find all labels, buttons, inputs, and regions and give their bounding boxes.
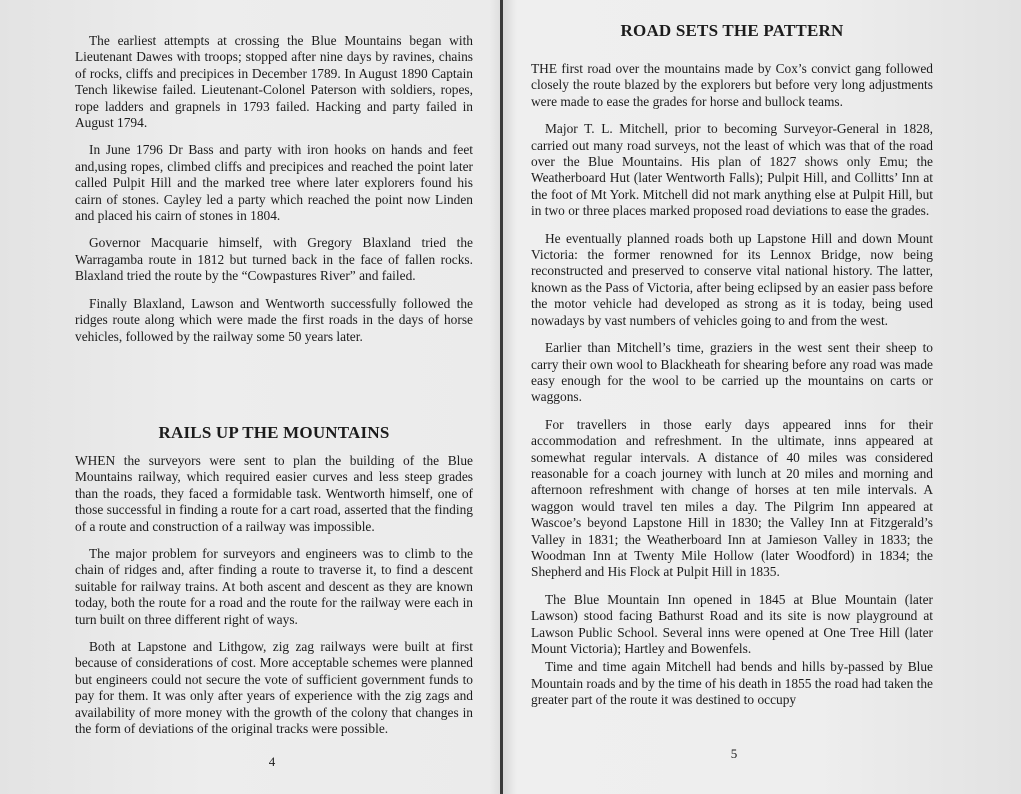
paragraph: The earliest attempts at crossing the Blue Mountains began with Lieutenant Dawes with troops; stopped after nine days by ravines, chains of rocks, cliffs and precipices in December 1789. In August 1890 Captain Tench likewise failed. Lieutenant-Colonel Paterson with soldiers, ropes, rope ladders and grapnels in 1793 failed. Hacking and party failed in August 1794. bbox=[75, 33, 473, 131]
paragraph: Governor Macquarie himself, with Gregory Blaxland tried the Warragamba route in 1812 but turned back in the face of fallen rocks. Blaxland tried the route by the “Cowpastures River” and failed. bbox=[75, 235, 473, 284]
page-number: 5 bbox=[730, 746, 738, 761]
paragraph: THE first road over the mountains made by Cox’s convict gang followed closely the route blazed by the explorers but before very long adjustments were made to ease the grades for horse and bullock teams. bbox=[531, 61, 933, 109]
paragraph: WHEN the surveyors were sent to plan the building of the Blue Mountains railway, which required easier curves and less steep grades than the roads, they faced a formidable task. Wentworth himself, one of those successful in finding a route for a cart road, asserted that the finding of a route and construction of a railway was impossible. bbox=[75, 453, 473, 534]
paragraph: Time and time again Mitchell had bends and hills by-passed by Blue Mountain roads and by the time of his death in 1855 the road had taken the greater part of the route it was destined to occupy bbox=[531, 659, 933, 708]
paragraph: Both at Lapstone and Lithgow, zig zag railways were built at first because of considerations of cost. More acceptable schemes were planned but engineers could not secure the vote of sufficient government funds to pay for them. It was only after years of experience with the zig zags and availability of more money with the growth of the colony that changes in the form of deviations of the original tracks were possible. bbox=[75, 639, 473, 737]
paragraph: The major problem for surveyors and engineers was to climb to the chain of ridges and, after finding a route to traverse it, to find a descent suitable for railway trains. At both ascent and descent as they are known today, both the route for a road and the route for the railway were each in turn built on three different right of ways. bbox=[75, 546, 473, 627]
paragraph: Earlier than Mitchell’s time, graziers in the west sent their sheep to carry their own wool to Blackheath for shearing before any road was made easy enough for the wool to be carried up the mountains on carts or waggons. bbox=[531, 340, 933, 405]
left-intro-text bbox=[75, 33, 473, 356]
section-heading: ROAD SETS THE PATTERN bbox=[620, 21, 844, 40]
page-number: 4 bbox=[268, 754, 276, 769]
left-page bbox=[0, 0, 500, 794]
paragraph: In June 1796 Dr Bass and party with iron hooks on hands and feet and,using ropes, climbed cliffs and precipices and reached the point later called Pulpit Hill and the marked tree where later explorers found his cairn of stones. Cayley led a party which reached the point now Linden and placed his cairn of stones in 1804. bbox=[75, 142, 473, 224]
rails-section bbox=[75, 423, 473, 749]
paragraph: Major T. L. Mitchell, prior to becoming Surveyor-General in 1828, carried out many road surveys, not the least of which was that of the road over the Blue Mountains. His plan of 1827 shows only Emu; the Weatherboard Hut (later Wentworth Falls); Pulpit Hill, and Collitts’ Inn at the foot of Mt York. Mitchell did not mark anything else at Pulpit Hill, but in two or three places marked proposed road deviations to ease the grades. bbox=[531, 121, 933, 219]
paragraph: The Blue Mountain Inn opened in 1845 at Blue Mountain (later Lawson) stood facing Bathurst Road and its site is now playground at Lawson Public School. Several inns were opened at One Tree Hill (later Mount Victoria); Hartley and Bowenfels. bbox=[531, 591, 933, 656]
paragraph: He eventually planned roads both up Lapstone Hill and down Mount Victoria: the former renowned for its Lennox Bridge, now being reconstructed and preserved to conserve vital national history. The latter, known as the Pass of Victoria, after being eclipsed by an easier pass before the motor vehicle had developed as strong as it is today, being used nowadays by vast numbers of vehicles going to and from the west. bbox=[531, 230, 933, 328]
paragraph: Finally Blaxland, Lawson and Wentworth successfully followed the ridges route along which were made the first roads in the days of horse vehicles, followed by the railway some 50 years later. bbox=[75, 295, 473, 344]
paragraph: For travellers in those early days appeared inns for their accommodation and refreshment. In the ultimate, inns appeared at somewhat regular intervals. A distance of 40 miles was considered reasonable for a coach journey with lunch at 20 miles and morning and afternoon refreshment with change of horses at ten mile intervals. A waggon would travel ten miles a day. The Pilgrim Inn appeared at Wascoe’s beyond Lapstone Hill in 1830; the Valley Inn at Fitzgerald’s Valley in 1831; the Weatherboard Inn at Jamieson Valley in 1833; the Woodman Inn at Twenty Mile Hollow (later Woodford) in 1834; the Shepherd and His Flock at Pulpit Hill in 1835. bbox=[531, 416, 933, 580]
right-page bbox=[503, 0, 1021, 794]
section-heading: RAILS UP THE MOUNTAINS bbox=[158, 423, 390, 442]
road-section bbox=[531, 21, 933, 720]
